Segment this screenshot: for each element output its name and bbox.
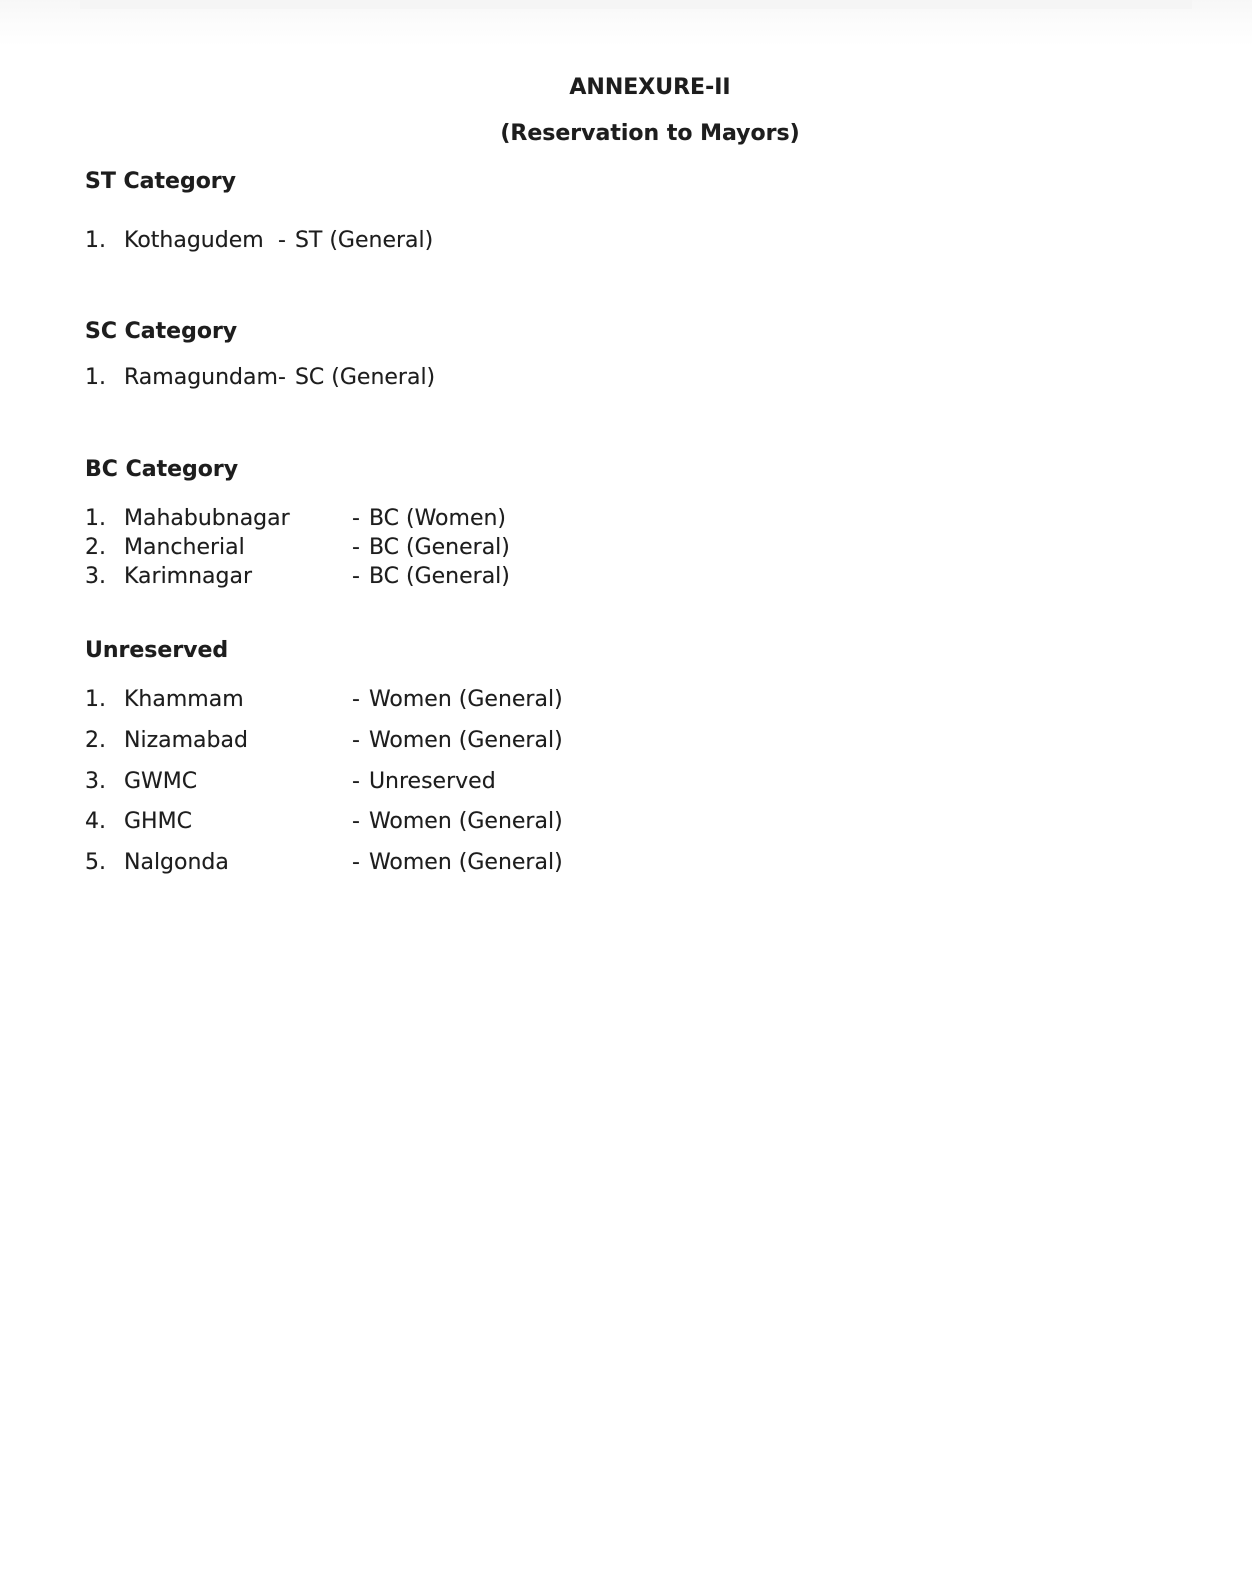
item-name: Nalgonda: [124, 850, 229, 875]
page-subtitle: (Reservation to Mayors): [500, 121, 800, 146]
item-reservation: [278, 365, 435, 390]
item-separator: -: [352, 535, 360, 560]
item-number: 1.: [85, 228, 106, 253]
item-separator: -: [352, 728, 360, 753]
item-name: Ramagundam: [124, 365, 278, 390]
list-item: [0, 850, 1252, 876]
section-heading-sc: SC Category: [85, 319, 238, 344]
list-item: [0, 564, 1252, 590]
item-name: Karimnagar: [124, 564, 253, 589]
item-name: Nizamabad: [124, 728, 248, 753]
item-name: GWMC: [124, 769, 198, 794]
item-separator: -: [352, 769, 360, 794]
item-separator: -: [352, 564, 360, 589]
item-reservation: [352, 769, 496, 794]
list-item: [0, 535, 1252, 561]
page-title: ANNEXURE-II: [569, 75, 731, 100]
item-separator: -: [352, 687, 360, 712]
item-value: Women (General): [368, 809, 563, 834]
item-number: 2.: [85, 728, 106, 753]
item-name: GHMC: [124, 809, 192, 834]
item-value: Women (General): [368, 850, 563, 875]
list-item: [0, 506, 1252, 532]
item-separator: -: [352, 506, 360, 531]
item-reservation: [352, 564, 510, 589]
item-name: Khammam: [124, 687, 244, 712]
item-reservation: [352, 506, 506, 531]
scan-artifact-edge: [80, 0, 1192, 9]
list-item: [0, 809, 1252, 835]
item-number: 1.: [85, 365, 106, 390]
item-reservation: [352, 809, 563, 834]
item-number: 3.: [85, 769, 106, 794]
list-item: [0, 365, 1252, 391]
item-name: Kothagudem: [124, 228, 264, 253]
list-item: [0, 728, 1252, 754]
item-separator: -: [278, 228, 286, 253]
list-item: [0, 769, 1252, 795]
scan-artifact-band: [0, 0, 1252, 46]
item-name: Mahabubnagar: [124, 506, 290, 531]
list-item: [0, 228, 1252, 254]
item-reservation: [352, 687, 563, 712]
list-item: [0, 687, 1252, 713]
item-reservation: [278, 228, 433, 253]
item-value: BC (Women): [368, 506, 507, 531]
item-separator: -: [352, 809, 360, 834]
item-reservation: [352, 535, 510, 560]
item-value: BC (General): [368, 535, 510, 560]
section-heading-unreserved: Unreserved: [85, 638, 229, 663]
item-separator: -: [352, 850, 360, 875]
item-value: Women (General): [368, 728, 563, 753]
section-heading-st: ST Category: [85, 169, 236, 194]
item-number: 1.: [85, 506, 106, 531]
item-value: Unreserved: [368, 769, 496, 794]
item-number: 2.: [85, 535, 106, 560]
item-number: 3.: [85, 564, 106, 589]
item-value: BC (General): [368, 564, 510, 589]
item-number: 4.: [85, 809, 106, 834]
item-number: 5.: [85, 850, 106, 875]
item-reservation: [352, 850, 563, 875]
section-heading-bc: BC Category: [85, 457, 239, 482]
item-value: SC (General): [294, 365, 436, 390]
item-number: 1.: [85, 687, 106, 712]
item-name: Mancherial: [124, 535, 245, 560]
item-separator: -: [278, 365, 286, 390]
item-value: Women (General): [368, 687, 563, 712]
item-value: ST (General): [294, 228, 434, 253]
item-reservation: [352, 728, 563, 753]
